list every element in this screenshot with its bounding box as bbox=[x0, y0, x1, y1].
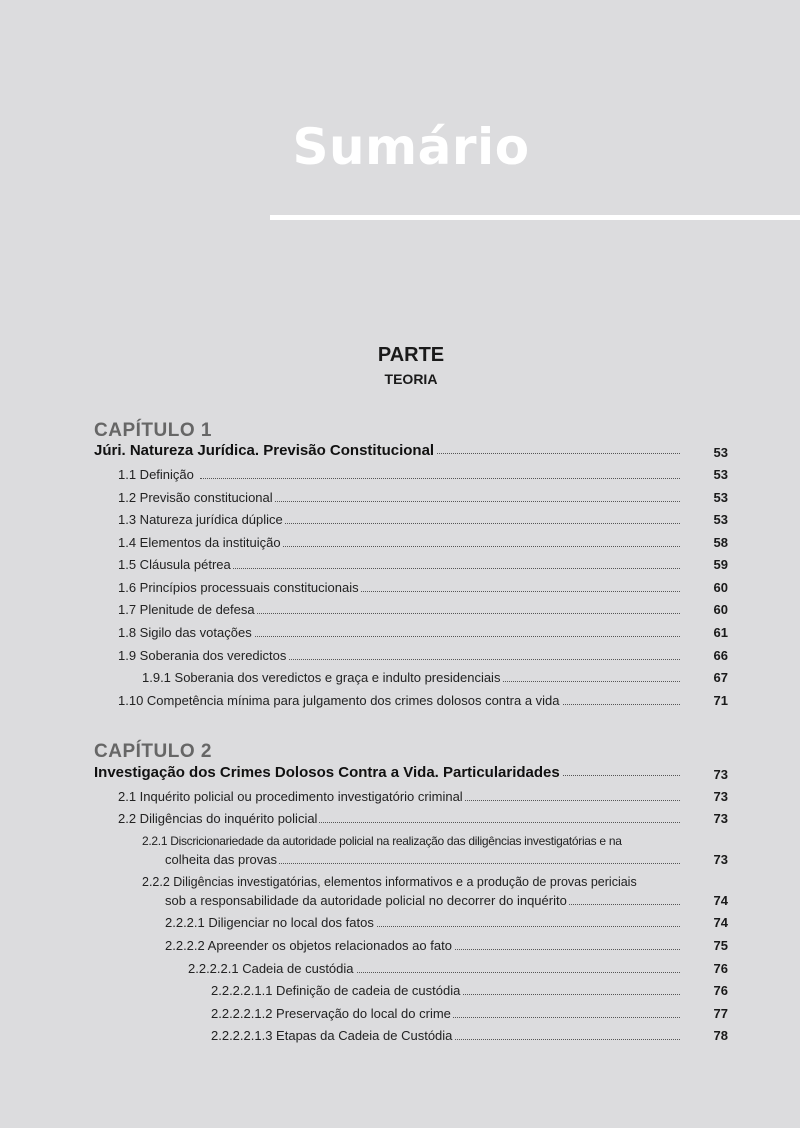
chapter-2-heading[interactable] bbox=[0, 764, 800, 784]
dot-leader bbox=[200, 613, 680, 614]
toc-entry-label: 1.5 Cláusula pétrea bbox=[118, 557, 231, 572]
toc-entry[interactable] bbox=[0, 490, 800, 510]
toc-entry[interactable] bbox=[0, 670, 800, 690]
toc-entry-label: 2.2 Diligências do inquérito policial bbox=[118, 811, 318, 826]
toc-entry-label: 1.7 Plenitude de defesa bbox=[118, 602, 255, 617]
toc-entry-label: 1.2 Previsão constitucional bbox=[118, 490, 273, 505]
toc-page-number: 61 bbox=[713, 625, 728, 640]
toc-entry-label: sob a responsabilidade da autoridade policial no decorrer do inquérito bbox=[165, 893, 567, 908]
chapter-2-label: CAPÍTULO 2 bbox=[94, 741, 212, 762]
toc-entry-label: 2.2.2.2.1.1 Definição de cadeia de custódia bbox=[211, 983, 461, 998]
page-title: Sumário bbox=[292, 118, 530, 176]
toc-page-number: 66 bbox=[713, 648, 728, 663]
toc-page-number: 53 bbox=[713, 512, 728, 527]
dot-leader bbox=[200, 636, 680, 637]
toc-entry-label: colheita das provas bbox=[165, 852, 278, 867]
toc-page-number: 78 bbox=[713, 1028, 728, 1043]
toc-entry[interactable] bbox=[0, 893, 800, 913]
toc-entry[interactable] bbox=[0, 983, 800, 1003]
toc-entry-label: 2.1 Inquérito policial ou procedimento investigatório criminal bbox=[118, 789, 463, 804]
toc-page-number: 76 bbox=[713, 961, 728, 976]
toc-entry-label: 1.8 Sigilo das votações bbox=[118, 625, 252, 640]
part-subtitle: TEORIA bbox=[384, 371, 438, 387]
part-title: PARTE bbox=[377, 344, 445, 366]
chapter-1-label: CAPÍTULO 1 bbox=[94, 420, 212, 441]
toc-page-number: 74 bbox=[713, 915, 728, 930]
toc-entry[interactable] bbox=[0, 961, 800, 981]
toc-page-number: 73 bbox=[713, 852, 728, 867]
toc-entry-label: 1.9.1 Soberania dos veredictos e graça e indulto presidenciais bbox=[142, 670, 501, 685]
toc-entry-label: 1.1 Definição bbox=[118, 467, 194, 482]
toc-entry-label: 2.2.2.1 Diligenciar no local dos fatos bbox=[165, 915, 374, 930]
toc-entry-label: 2.2.2.2.1 Cadeia de custódia bbox=[188, 961, 354, 976]
toc-page-number: 75 bbox=[713, 938, 728, 953]
toc-entry[interactable] bbox=[0, 693, 800, 713]
toc-entry-label: Investigação dos Crimes Dolosos Contra a Vida. Particularidades bbox=[94, 764, 560, 781]
toc-entry-label: 1.9 Soberania dos veredictos bbox=[118, 648, 287, 663]
toc-entry[interactable] bbox=[0, 512, 800, 532]
toc-entry-label-line1: 2.2.1 Discricionariedade da autoridade policial na realização das diligências investigatórias e na bbox=[142, 834, 622, 848]
toc-entry-label: 2.2.2.2.1.3 Etapas da Cadeia de Custódia bbox=[211, 1028, 453, 1043]
dot-leader bbox=[200, 568, 680, 569]
dot-leader bbox=[240, 863, 680, 864]
dot-leader bbox=[200, 478, 680, 479]
toc-entry[interactable] bbox=[0, 557, 800, 577]
toc-entry-label: Júri. Natureza Jurídica. Previsão Constitucional bbox=[94, 442, 435, 459]
toc-entry-label: 1.4 Elementos da instituição bbox=[118, 535, 281, 550]
toc-entry[interactable] bbox=[0, 852, 800, 872]
toc-page-number: 58 bbox=[713, 535, 728, 550]
toc-entry[interactable] bbox=[0, 938, 800, 958]
toc-page-number: 59 bbox=[713, 557, 728, 572]
toc-page-number: 60 bbox=[713, 602, 728, 617]
toc-entry[interactable] bbox=[0, 1028, 800, 1048]
toc-page-number: 73 bbox=[713, 767, 728, 782]
toc-page-number: 77 bbox=[713, 1006, 728, 1021]
toc-page-number: 76 bbox=[713, 983, 728, 998]
toc-entry[interactable] bbox=[0, 467, 800, 487]
toc-entry[interactable] bbox=[0, 915, 800, 935]
toc-entry[interactable] bbox=[0, 1006, 800, 1026]
toc-entry-label: 2.2.2.2 Apreender os objetos relacionados ao fato bbox=[165, 938, 452, 953]
toc-entry-label: 1.10 Competência mínima para julgamento dos crimes dolosos contra a vida bbox=[118, 693, 560, 708]
toc-entry[interactable] bbox=[0, 580, 800, 600]
toc-page-number: 74 bbox=[713, 893, 728, 908]
toc-entry[interactable] bbox=[0, 789, 800, 809]
toc-entry[interactable] bbox=[0, 811, 800, 831]
title-underline bbox=[270, 215, 800, 220]
toc-entry[interactable] bbox=[0, 625, 800, 645]
toc-entry[interactable] bbox=[0, 648, 800, 668]
toc-page-number: 67 bbox=[713, 670, 728, 685]
chapter-1-heading[interactable] bbox=[0, 442, 800, 462]
toc-page-number: 53 bbox=[713, 445, 728, 460]
toc-entry-label: 1.3 Natureza jurídica dúplice bbox=[118, 512, 283, 527]
toc-page-number: 71 bbox=[713, 693, 728, 708]
toc-entry-label: 2.2.2.2.1.2 Preservação do local do crime bbox=[211, 1006, 451, 1021]
toc-page-number: 73 bbox=[713, 789, 728, 804]
toc-entry[interactable] bbox=[0, 535, 800, 555]
toc-entry-label: 1.6 Princípios processuais constitucionais bbox=[118, 580, 359, 595]
toc-entry-label-line1: 2.2.2 Diligências investigatórias, elementos informativos e a produção de provas periciais bbox=[142, 875, 637, 889]
toc-entry[interactable] bbox=[0, 602, 800, 622]
toc-page-number: 53 bbox=[713, 467, 728, 482]
toc-page-number: 73 bbox=[713, 811, 728, 826]
toc-page-number: 53 bbox=[713, 490, 728, 505]
toc-page-number: 60 bbox=[713, 580, 728, 595]
